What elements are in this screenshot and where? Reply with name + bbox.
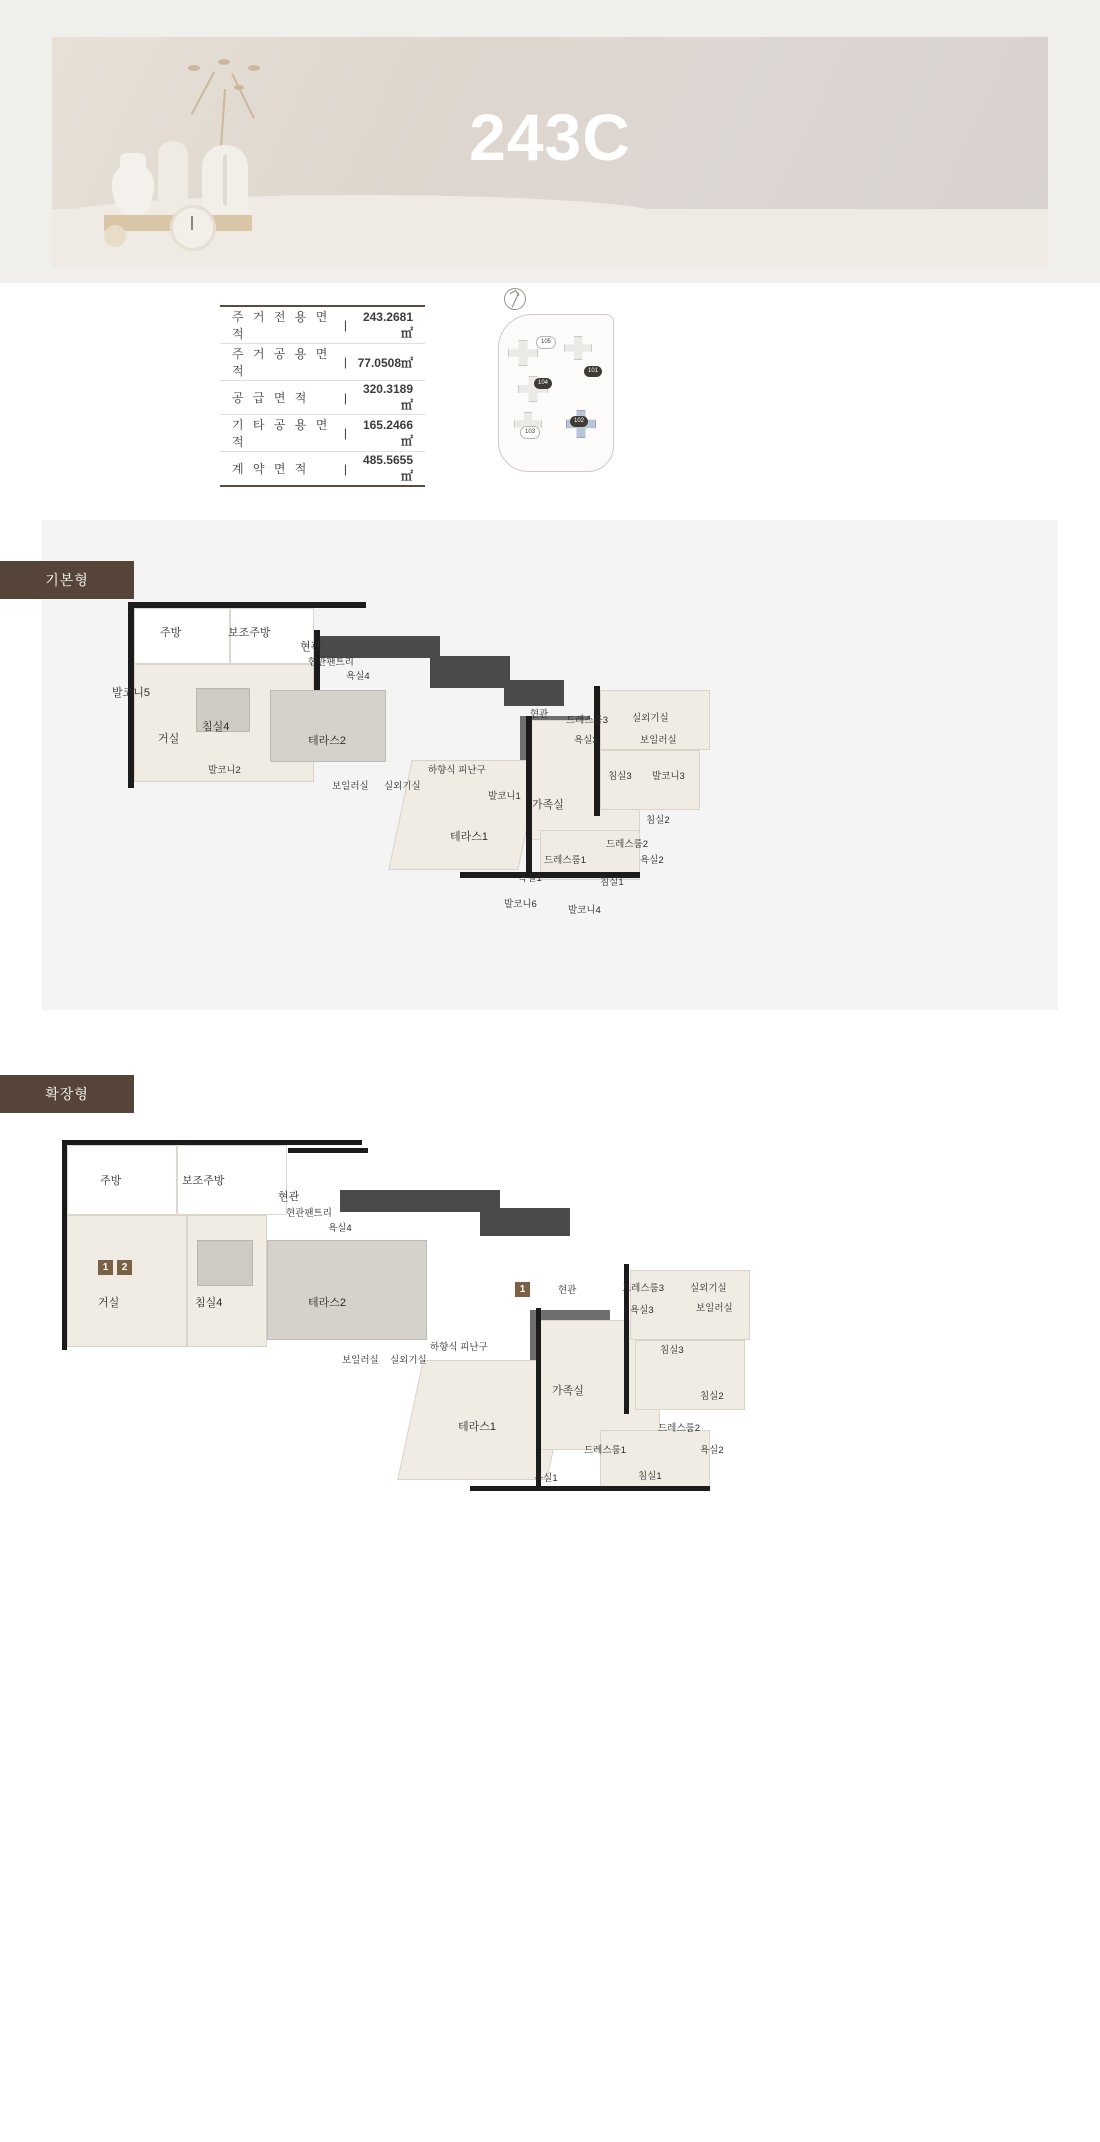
- floorplan-basic: [100, 590, 740, 950]
- spec-value: 165.2466㎡: [351, 415, 425, 452]
- room-label: 침실2: [700, 1391, 724, 1402]
- option-badge-1b: 1: [515, 1282, 530, 1297]
- room-label: 욕실3: [630, 1305, 654, 1316]
- table-row: [220, 415, 425, 452]
- spec-label: 공 급 면 적: [220, 381, 339, 415]
- room-label: 보일러실: [640, 735, 677, 746]
- room-label: 가족실: [532, 799, 564, 811]
- page-title: 243C: [469, 100, 631, 174]
- room-label: 현관팬트리: [286, 1208, 332, 1219]
- spec-separator: |: [339, 381, 351, 415]
- sitemap-tag: 104: [534, 378, 552, 389]
- spec-separator: |: [339, 306, 351, 344]
- section-label-expanded: 확장형: [0, 1075, 134, 1113]
- spec-label: 기 타 공 용 면 적: [220, 415, 339, 452]
- room-label: 실외기실: [690, 1283, 727, 1294]
- spec-label: 주 거 공 용 면 적: [220, 344, 339, 381]
- terrace1-room: [388, 760, 541, 870]
- room-label: 발코니6: [504, 899, 537, 910]
- room-label: 발코니2: [208, 765, 241, 776]
- table-row: [220, 381, 425, 415]
- spec-label: 계 약 면 적: [220, 452, 339, 487]
- room-label: 거실: [98, 1297, 120, 1309]
- spec-value: 77.0508㎡: [351, 344, 425, 381]
- table-row: [220, 452, 425, 487]
- room-label: 테라스2: [308, 735, 346, 747]
- room-label: 보조주방: [182, 1175, 225, 1187]
- room-label: 하향식 피난구: [428, 765, 486, 776]
- room-label: 보일러실: [332, 781, 369, 792]
- room-label: 보일러실: [342, 1355, 379, 1366]
- room-label: 욕실3: [574, 735, 598, 746]
- vase-neck-decoration: [120, 153, 146, 169]
- section-label-basic: 기본형: [0, 561, 134, 599]
- room-label: 발코니5: [112, 687, 150, 699]
- room-label: 침실4: [202, 721, 230, 733]
- room-label: 발코니3: [652, 771, 685, 782]
- room-label: 침실1: [638, 1471, 662, 1482]
- kitchen-room: [134, 608, 230, 664]
- option-badge-1: 1: [98, 1260, 113, 1275]
- room-label: 실외기실: [632, 713, 669, 724]
- sitemap-tag: 103: [520, 426, 540, 439]
- sitemap-tag: 105: [536, 336, 556, 349]
- spec-value: 243.2681㎡: [351, 306, 425, 344]
- tall-vase-icon: [158, 141, 188, 215]
- room-label: 침실3: [608, 771, 632, 782]
- room-label: 침실4: [195, 1297, 223, 1309]
- room-label: 드레스룸2: [658, 1423, 700, 1434]
- room-label: 테라스2: [308, 1297, 346, 1309]
- room-label: 가족실: [552, 1385, 584, 1397]
- room-label: 드레스룸2: [606, 839, 648, 850]
- room-label: 침실1: [600, 877, 624, 888]
- room-label: 현관팬트리: [308, 657, 354, 668]
- room-label: 드레스룸3: [566, 715, 608, 726]
- vase-icon: [112, 163, 154, 215]
- room-label: 현관: [530, 709, 549, 720]
- room-label: 침실2: [646, 815, 670, 826]
- terrace2-room: [267, 1240, 427, 1340]
- room-label: 주방: [100, 1175, 122, 1187]
- room-label: 드레스룸1: [544, 855, 586, 866]
- room-label: 욕실2: [640, 855, 664, 866]
- sitemap-tag: 102: [570, 416, 588, 427]
- spec-separator: |: [339, 344, 351, 381]
- table-row: [220, 344, 425, 381]
- room-label: 현관: [278, 1191, 300, 1203]
- spec-separator: |: [339, 415, 351, 452]
- room-label: 욕실2: [700, 1445, 724, 1456]
- living-room: [67, 1215, 187, 1347]
- floorplan-expanded: [40, 1130, 780, 1530]
- room-label: 욕실1: [518, 873, 542, 884]
- room-label: 현관: [558, 1285, 577, 1296]
- room-label: 드레스룸3: [622, 1283, 664, 1294]
- option-badge-2: 2: [117, 1260, 132, 1275]
- room-label: 발코니4: [568, 905, 601, 916]
- room-label: 드레스룸1: [584, 1445, 626, 1456]
- room-label: 실외기실: [384, 781, 421, 792]
- site-map: [492, 288, 622, 473]
- room-label: 실외기실: [390, 1355, 427, 1366]
- room-label: 욕실1: [534, 1473, 558, 1484]
- spec-separator: |: [339, 452, 351, 487]
- room-label: 보조주방: [228, 627, 271, 639]
- spec-value: 320.3189㎡: [351, 381, 425, 415]
- room-label: 욕실4: [346, 671, 370, 682]
- bedroom4-inner: [197, 1240, 253, 1286]
- room-label: 발코니1: [488, 791, 521, 802]
- room-label: 침실3: [660, 1345, 684, 1356]
- room-label: 거실: [158, 733, 180, 745]
- dried-flower-icon: [172, 59, 292, 147]
- kitchen-room: [67, 1145, 177, 1215]
- figurine-icon: [202, 145, 248, 215]
- clock-icon: [170, 205, 216, 251]
- hero-banner: [52, 37, 1048, 267]
- room-label: 하향식 피난구: [430, 1342, 488, 1353]
- room-label: 주방: [160, 627, 182, 639]
- area-spec-table: [220, 305, 425, 487]
- bedroom2-room: [635, 1340, 745, 1410]
- room-label: 현관: [300, 641, 322, 653]
- spec-value: 485.5655㎡: [351, 452, 425, 487]
- site-boundary: [498, 314, 614, 472]
- compass-north-icon: [504, 288, 526, 310]
- room-label: 테라스1: [458, 1421, 496, 1433]
- terrace2-room: [270, 690, 386, 762]
- room-label: 보일러실: [696, 1303, 733, 1314]
- table-row: [220, 306, 425, 344]
- stone-ball-decoration: [104, 225, 126, 247]
- room-label: 테라스1: [450, 831, 488, 843]
- spec-label: 주 거 전 용 면 적: [220, 306, 339, 344]
- sitemap-tag: 101: [584, 366, 602, 377]
- room-label: 욕실4: [328, 1223, 352, 1234]
